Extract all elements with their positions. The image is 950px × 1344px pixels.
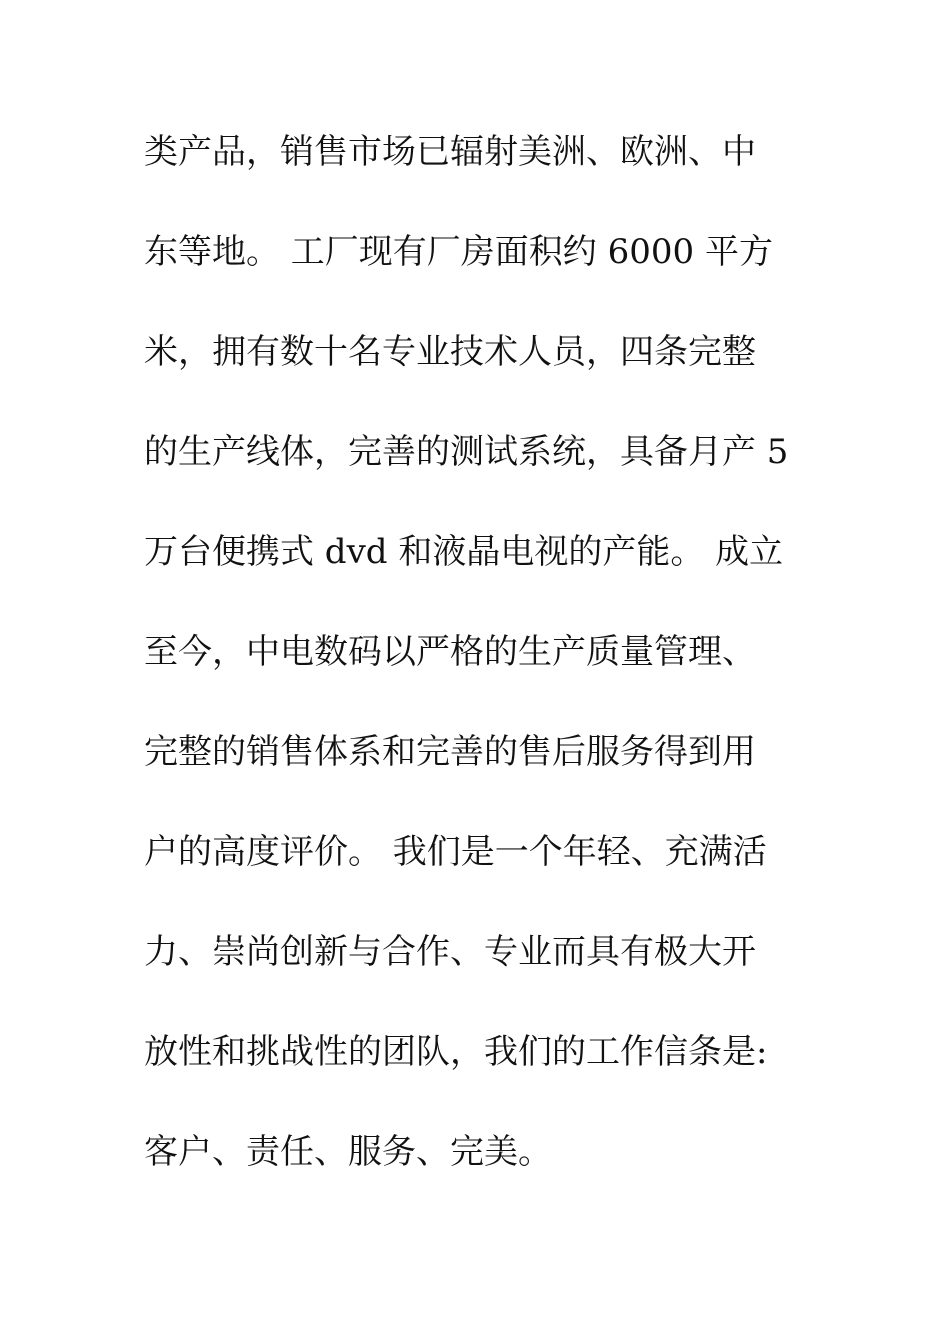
- text-line-7: 完整的销售体系和完善的售后服务得到用: [144, 732, 756, 772]
- text-line-6: 至今，中电数码以严格的生产质量管理、: [144, 632, 756, 672]
- text-line-9: 力、崇尚创新与合作、专业而具有极大开: [144, 932, 756, 972]
- text-line-11: 客户、责任、服务、完美。: [144, 1132, 552, 1172]
- text-line-3: 米，拥有数十名专业技术人员，四条完整: [144, 332, 756, 372]
- text-line-10: 放性和挑战性的团队，我们的工作信条是:: [144, 1032, 768, 1072]
- text-line-2: 东等地。 工厂现有厂房面积约 6000 平方: [144, 232, 773, 272]
- text-line-4: 的生产线体，完善的测试系统，具备月产 5: [144, 432, 789, 472]
- text-line-1: 类产品，销售市场已辐射美洲、欧洲、中: [144, 132, 756, 172]
- body-text: [144, 124, 844, 1224]
- text-line-5: 万台便携式 dvd 和液晶电视的产能。 成立: [144, 532, 784, 572]
- text-line-8: 户的高度评价。 我们是一个年轻、充满活: [144, 832, 767, 872]
